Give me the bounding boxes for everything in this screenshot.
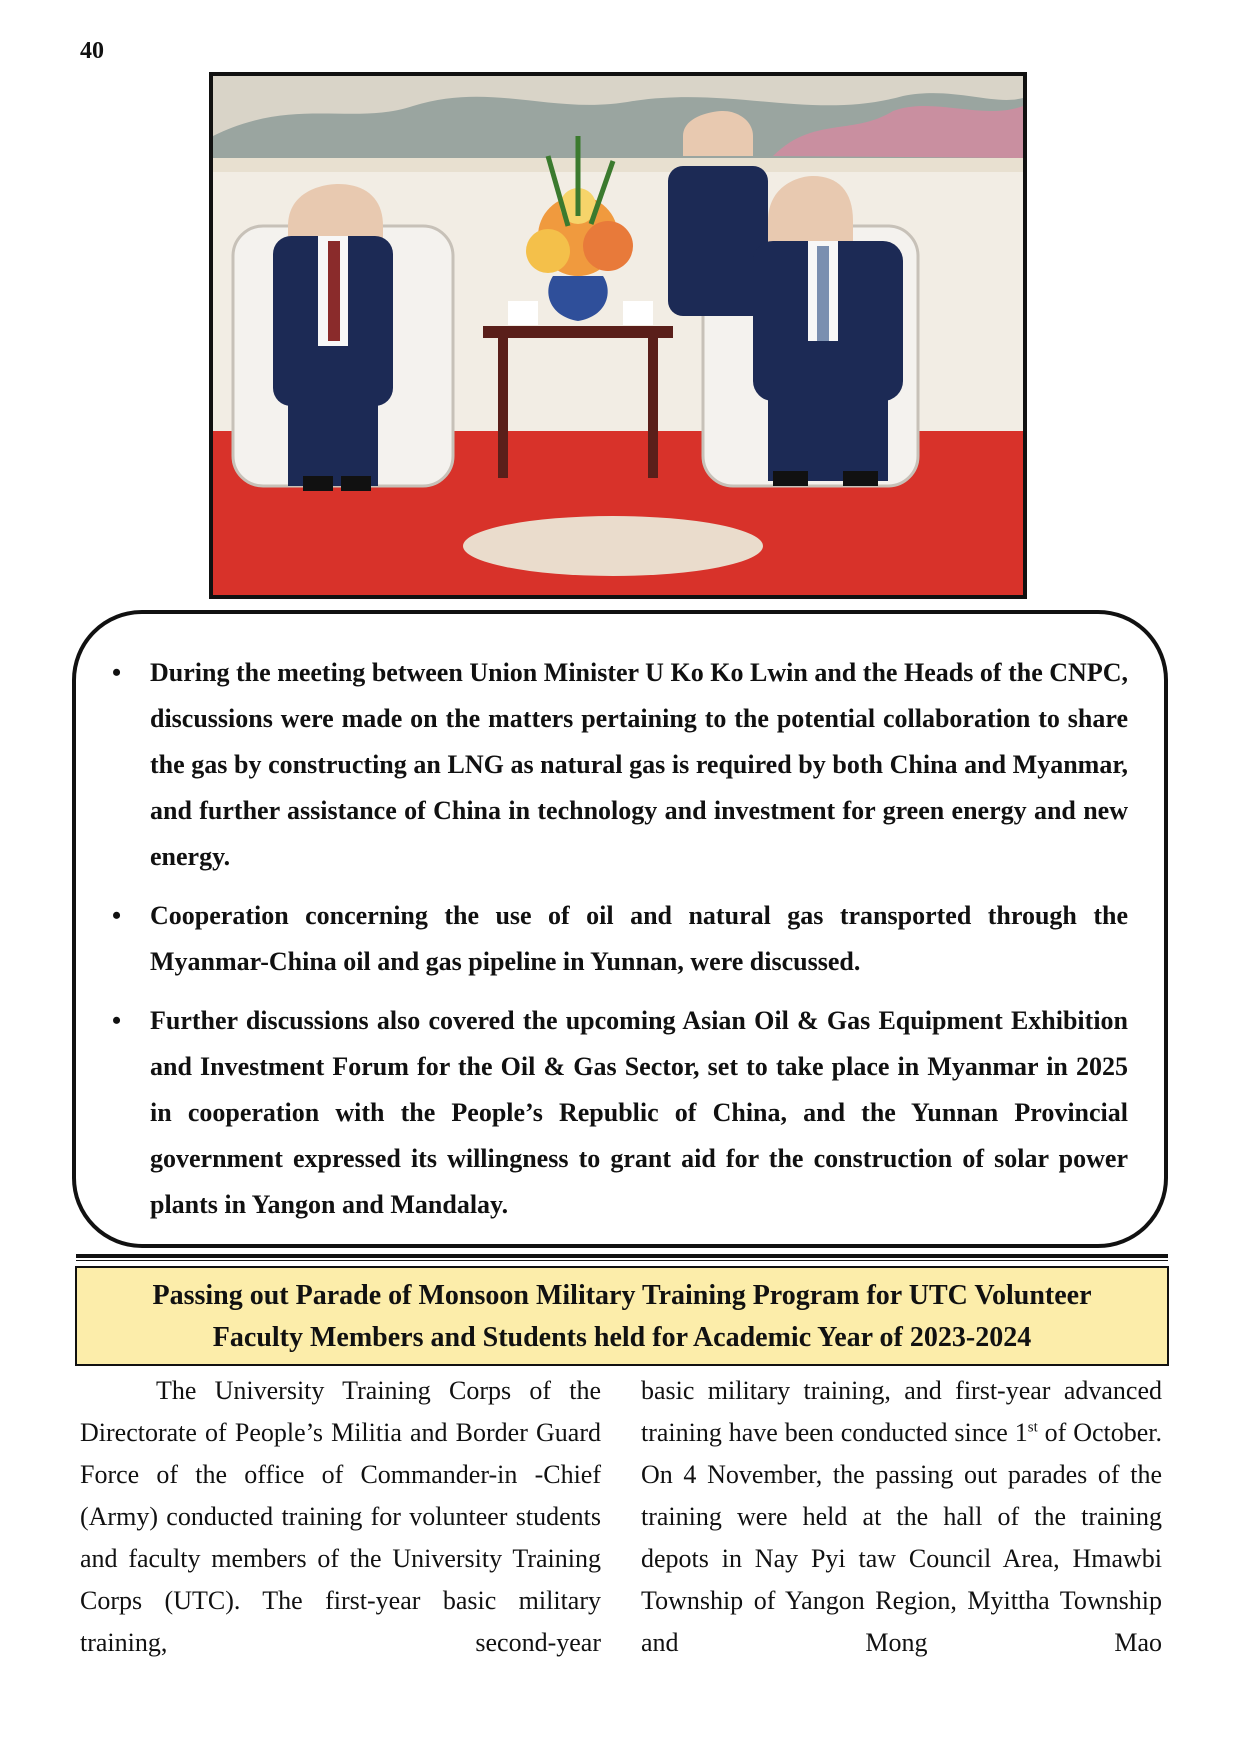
article-column-left — [80, 1370, 601, 1664]
summary-bullet-3: • Further discussions also covered the upcoming Asian Oil & Gas Equipment Exhibition and Investment Forum for the Oil & Gas Sector, set to take place in Myanmar in 2025 in cooperation with the People’s Republic of China, and the Yunnan Provincial government expressed its willingness to grant aid for the construction of solar power plants in Yangon and Mandalay. — [112, 998, 1128, 1228]
article-headline — [75, 1266, 1169, 1366]
right-column-text-a: basic military training, and first-year advanced training have been conducted since 1 — [641, 1376, 1162, 1447]
meeting-photo-illustration — [213, 76, 1023, 595]
ordinal-suffix: st — [1027, 1419, 1038, 1436]
summary-bullet-2: • Cooperation concerning the use of oil and natural gas transported through the Myanmar-China oil and gas pipeline in Yunnan, were discussed. — [112, 893, 1128, 985]
headline-line-1: Passing out Parade of Monsoon Military Training Program for UTC Volunteer — [152, 1280, 1092, 1311]
right-column-paragraph — [641, 1370, 1162, 1664]
meeting-photo — [209, 72, 1027, 599]
left-column-text: The University Training Corps of the Directorate of People’s Militia and Border Guard Force of the office of Commander-in -Chief (Army) conducted training for volunteer students and faculty members of the University Training Corps (UTC). The first-year basic military training, second-year — [80, 1376, 601, 1657]
page-number: 40 — [80, 38, 104, 64]
section-divider-thick — [76, 1254, 1168, 1258]
right-column-text-b: of October. On 4 November, the passing out parades of the training were held at the hall of the training depots in Nay Pyi taw Council Area, Hmawbi Township of Yangon Region, Myittha Township and Mong Mao — [641, 1418, 1163, 1657]
summary-bullet-list — [112, 650, 1128, 1241]
headline-line-2: Faculty Members and Students held for Academic Year of 2023-2024 — [212, 1322, 1032, 1353]
summary-bullet-1: • During the meeting between Union Minister U Ko Ko Lwin and the Heads of the CNPC, discussions were made on the matters pertaining to the potential collaboration to share the gas by constructing an LNG as natural gas is required by both China and Myanmar, and further assistance of China in technology and investment for green energy and new energy. — [112, 650, 1128, 880]
meeting-summary-box — [72, 610, 1168, 1248]
article-body — [80, 1370, 1162, 1664]
article-column-right — [641, 1370, 1162, 1664]
section-divider-thin — [76, 1260, 1168, 1261]
